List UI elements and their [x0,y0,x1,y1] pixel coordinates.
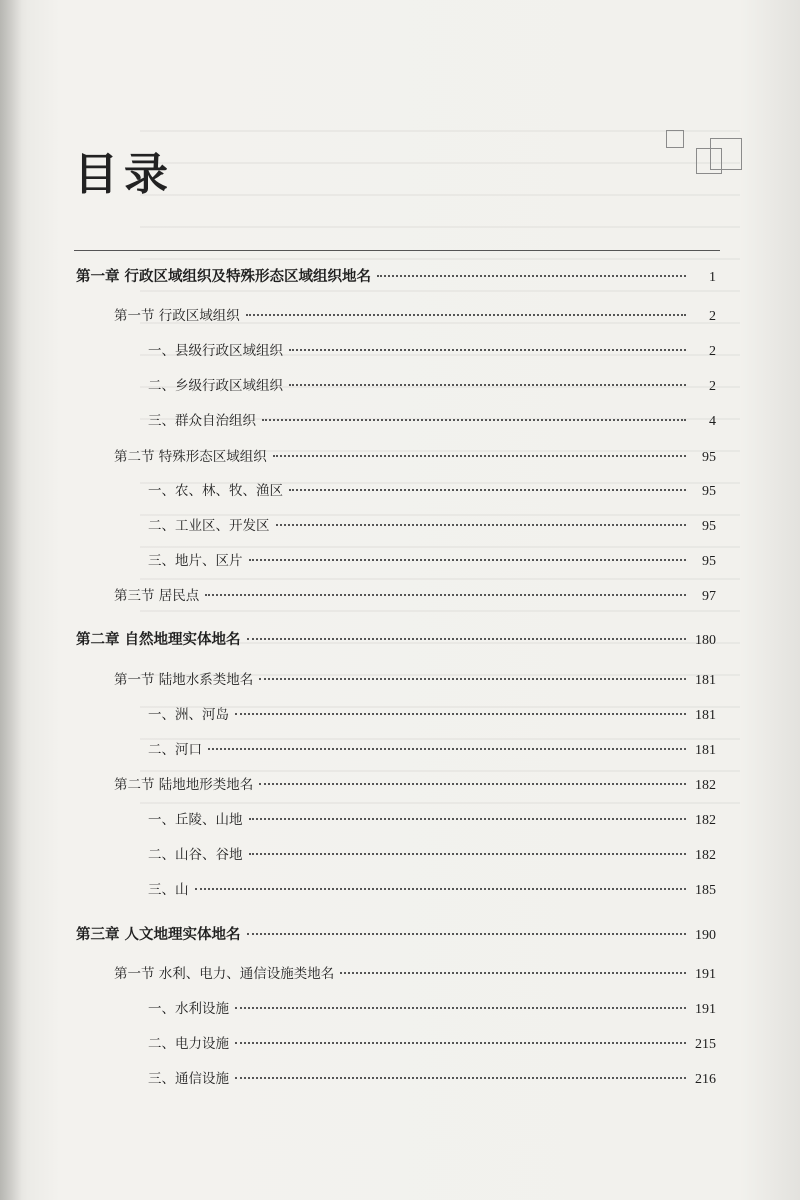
toc-item-entry [148,703,716,727]
toc-chapter-entry [76,265,716,289]
toc-page-number: 191 [695,1002,716,1017]
toc-page-number: 95 [702,519,716,534]
toc-section-title: 第三节 居民点 [114,588,200,604]
toc-dot-leader [235,1042,686,1044]
decorative-squares-icon [660,126,750,186]
toc-page-number: 185 [695,883,716,898]
toc-dot-leader [246,314,686,316]
toc-page-number: 216 [695,1072,716,1087]
toc-item-entry [148,843,716,867]
toc-item-entry [148,339,716,363]
toc-section-title: 第二节 特殊形态区域组织 [114,449,267,465]
toc-item-entry [148,1032,716,1056]
toc-item-title: 三、通信设施 [148,1071,229,1087]
title-divider [74,250,720,251]
toc-page-number: 95 [702,484,716,499]
toc-page-number: 181 [695,743,716,758]
toc-chapter-title: 第三章 人文地理实体地名 [76,927,241,943]
toc-dot-leader [249,818,687,820]
toc-chapter-entry [76,923,716,947]
toc-page-number: 190 [695,928,716,943]
toc-page-number: 95 [702,450,716,465]
toc-item-title: 一、洲、河岛 [148,707,229,723]
toc-dot-leader [340,972,686,974]
toc-item-title: 一、水利设施 [148,1001,229,1017]
toc-item-title: 三、地片、区片 [148,553,243,569]
toc-section-title: 第一节 行政区域组织 [114,308,240,324]
toc-dot-leader [249,559,687,561]
toc-item-entry [148,997,716,1021]
toc-item-title: 三、群众自治组织 [148,413,256,429]
toc-section-title: 第二节 陆地地形类地名 [114,777,254,793]
toc-dot-leader [247,933,686,935]
toc-dot-leader [195,888,687,890]
toc-dot-leader [208,748,686,750]
toc-dot-leader [249,853,687,855]
toc-dot-leader [289,384,686,386]
toc-dot-leader [205,594,686,596]
toc-item-title: 二、河口 [148,742,202,758]
toc-section-entry [114,962,716,986]
toc-dot-leader [289,349,686,351]
toc-page-number: 2 [709,344,716,359]
toc-item-title: 二、电力设施 [148,1036,229,1052]
toc-chapter-title: 第一章 行政区域组织及特殊形态区域组织地名 [76,269,372,285]
toc-chapter-entry [76,628,716,652]
toc-dot-leader [235,713,686,715]
toc-page-number: 182 [695,813,716,828]
toc-dot-leader [289,489,686,491]
toc-section-title: 第一节 水利、电力、通信设施类地名 [114,966,335,982]
toc-item-entry [148,1067,716,1091]
toc-chapter-title: 第二章 自然地理实体地名 [76,632,241,648]
toc-page-number: 2 [709,309,716,324]
page-title: 目录 [74,149,174,200]
toc-item-title: 三、山 [148,882,189,898]
toc-item-title: 二、山谷、谷地 [148,847,243,863]
toc-item-title: 一、丘陵、山地 [148,812,243,828]
toc-page-number: 181 [695,673,716,688]
toc-section-entry [114,304,716,328]
toc-item-entry [148,878,716,902]
toc-page-number: 215 [695,1037,716,1052]
toc-dot-leader [259,783,686,785]
toc-page-number: 180 [695,633,716,648]
toc-item-entry [148,808,716,832]
toc-page-number: 95 [702,554,716,569]
toc-dot-leader [235,1007,686,1009]
toc-item-entry [148,549,716,573]
toc-dot-leader [247,638,686,640]
toc-page-number: 181 [695,708,716,723]
toc-item-title: 二、工业区、开发区 [148,518,270,534]
toc-item-entry [148,514,716,538]
toc-page-number: 2 [709,379,716,394]
toc-section-entry [114,445,716,469]
toc-dot-leader [235,1077,686,1079]
toc-item-title: 一、县级行政区域组织 [148,343,283,359]
toc-page-number: 191 [695,967,716,982]
toc-dot-leader [377,275,686,277]
toc-page-number: 4 [709,414,716,429]
toc-page-number: 182 [695,778,716,793]
toc-item-entry [148,409,716,433]
toc-section-entry [114,773,716,797]
toc-section-entry [114,668,716,692]
toc-dot-leader [273,455,686,457]
toc-dot-leader [259,678,686,680]
toc-page-number: 97 [702,589,716,604]
toc-dot-leader [276,524,687,526]
toc-item-entry [148,738,716,762]
spine-shadow [0,0,22,1200]
toc-item-entry [148,479,716,503]
toc-item-entry [148,374,716,398]
toc-section-title: 第一节 陆地水系类地名 [114,672,254,688]
toc-dot-leader [262,419,686,421]
toc-item-title: 一、农、林、牧、渔区 [148,483,283,499]
toc-section-entry [114,584,716,608]
toc-page-number: 182 [695,848,716,863]
toc-page-number: 1 [709,270,716,285]
toc-item-title: 二、乡级行政区域组织 [148,378,283,394]
